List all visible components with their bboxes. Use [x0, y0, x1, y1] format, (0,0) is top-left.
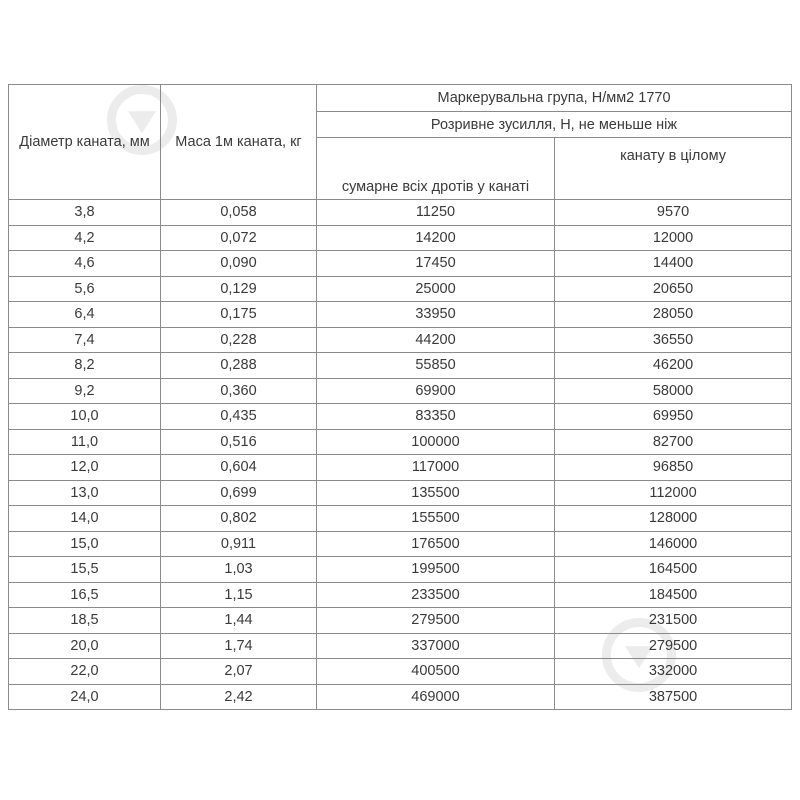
cell-mass: 1,74: [161, 633, 317, 659]
cell-mass: 0,288: [161, 353, 317, 379]
header-mass: Маса 1м каната, кг: [161, 85, 317, 200]
cell-diameter: 4,2: [9, 225, 161, 251]
cell-mass: 0,516: [161, 429, 317, 455]
cell-sum-force: 279500: [317, 608, 555, 634]
table-row: [9, 429, 792, 455]
cell-mass: 0,604: [161, 455, 317, 481]
table-row: [9, 659, 792, 685]
cell-mass: 0,175: [161, 302, 317, 328]
table-row: [9, 557, 792, 583]
cell-mass: 1,15: [161, 582, 317, 608]
cell-mass: 2,42: [161, 684, 317, 710]
header-marking-group: Маркерувальна група, Н/мм2 1770: [317, 85, 792, 112]
cell-mass: 0,072: [161, 225, 317, 251]
cell-sum-force: 469000: [317, 684, 555, 710]
cell-rope-force: 146000: [555, 531, 792, 557]
table-row: [9, 480, 792, 506]
cell-mass: 0,129: [161, 276, 317, 302]
cell-rope-force: 112000: [555, 480, 792, 506]
cell-rope-force: 279500: [555, 633, 792, 659]
cell-sum-force: 100000: [317, 429, 555, 455]
cell-mass: 0,360: [161, 378, 317, 404]
cell-diameter: 11,0: [9, 429, 161, 455]
cell-diameter: 24,0: [9, 684, 161, 710]
cell-rope-force: 9570: [555, 200, 792, 226]
cell-diameter: 16,5: [9, 582, 161, 608]
header-diameter: Діаметр каната, мм: [9, 85, 161, 200]
table-body: [9, 200, 792, 710]
rope-specs-table: [8, 84, 792, 710]
cell-diameter: 8,2: [9, 353, 161, 379]
cell-rope-force: 12000: [555, 225, 792, 251]
cell-rope-force: 69950: [555, 404, 792, 430]
table-row: [9, 531, 792, 557]
cell-sum-force: 83350: [317, 404, 555, 430]
cell-rope-force: 231500: [555, 608, 792, 634]
cell-rope-force: 164500: [555, 557, 792, 583]
cell-sum-force: 233500: [317, 582, 555, 608]
cell-mass: 0,802: [161, 506, 317, 532]
cell-rope-force: 58000: [555, 378, 792, 404]
cell-diameter: 3,8: [9, 200, 161, 226]
cell-rope-force: 96850: [555, 455, 792, 481]
cell-sum-force: 69900: [317, 378, 555, 404]
cell-mass: 0,058: [161, 200, 317, 226]
table-row: [9, 455, 792, 481]
table-row: [9, 276, 792, 302]
cell-sum-force: 17450: [317, 251, 555, 277]
cell-sum-force: 337000: [317, 633, 555, 659]
table-row: [9, 225, 792, 251]
cell-mass: 0,435: [161, 404, 317, 430]
cell-sum-force: 44200: [317, 327, 555, 353]
cell-mass: 0,911: [161, 531, 317, 557]
cell-rope-force: 387500: [555, 684, 792, 710]
cell-mass: 0,699: [161, 480, 317, 506]
table-row: [9, 378, 792, 404]
table-row: [9, 302, 792, 328]
cell-diameter: 6,4: [9, 302, 161, 328]
cell-sum-force: 117000: [317, 455, 555, 481]
cell-sum-force: 400500: [317, 659, 555, 685]
header-rope-whole: канату в цілому: [555, 138, 792, 200]
cell-diameter: 13,0: [9, 480, 161, 506]
table-row: [9, 506, 792, 532]
table-row: [9, 200, 792, 226]
cell-diameter: 4,6: [9, 251, 161, 277]
cell-rope-force: 332000: [555, 659, 792, 685]
cell-sum-force: 11250: [317, 200, 555, 226]
header-sum-wires: сумарне всіх дротів у канаті: [317, 138, 555, 200]
cell-rope-force: 128000: [555, 506, 792, 532]
cell-diameter: 7,4: [9, 327, 161, 353]
cell-diameter: 20,0: [9, 633, 161, 659]
cell-mass: 0,228: [161, 327, 317, 353]
cell-diameter: 22,0: [9, 659, 161, 685]
cell-rope-force: 14400: [555, 251, 792, 277]
cell-rope-force: 28050: [555, 302, 792, 328]
header-breaking-force: Розривне зусилля, Н, не меньше ніж: [317, 112, 792, 138]
cell-mass: 1,03: [161, 557, 317, 583]
cell-sum-force: 14200: [317, 225, 555, 251]
table-row: [9, 684, 792, 710]
table-row: [9, 608, 792, 634]
cell-diameter: 5,6: [9, 276, 161, 302]
cell-diameter: 14,0: [9, 506, 161, 532]
table-row: [9, 251, 792, 277]
cell-sum-force: 199500: [317, 557, 555, 583]
cell-diameter: 9,2: [9, 378, 161, 404]
header-row-group: [9, 85, 792, 112]
table-row: [9, 353, 792, 379]
cell-rope-force: 20650: [555, 276, 792, 302]
cell-sum-force: 135500: [317, 480, 555, 506]
cell-sum-force: 33950: [317, 302, 555, 328]
table-row: [9, 633, 792, 659]
cell-rope-force: 184500: [555, 582, 792, 608]
cell-diameter: 15,5: [9, 557, 161, 583]
cell-diameter: 12,0: [9, 455, 161, 481]
cell-mass: 2,07: [161, 659, 317, 685]
cell-diameter: 10,0: [9, 404, 161, 430]
cell-rope-force: 82700: [555, 429, 792, 455]
cell-sum-force: 55850: [317, 353, 555, 379]
cell-sum-force: 25000: [317, 276, 555, 302]
cell-rope-force: 46200: [555, 353, 792, 379]
table-row: [9, 404, 792, 430]
cell-rope-force: 36550: [555, 327, 792, 353]
cell-sum-force: 155500: [317, 506, 555, 532]
cell-diameter: 18,5: [9, 608, 161, 634]
table-row: [9, 327, 792, 353]
cell-sum-force: 176500: [317, 531, 555, 557]
table-row: [9, 582, 792, 608]
cell-mass: 0,090: [161, 251, 317, 277]
cell-mass: 1,44: [161, 608, 317, 634]
cell-diameter: 15,0: [9, 531, 161, 557]
